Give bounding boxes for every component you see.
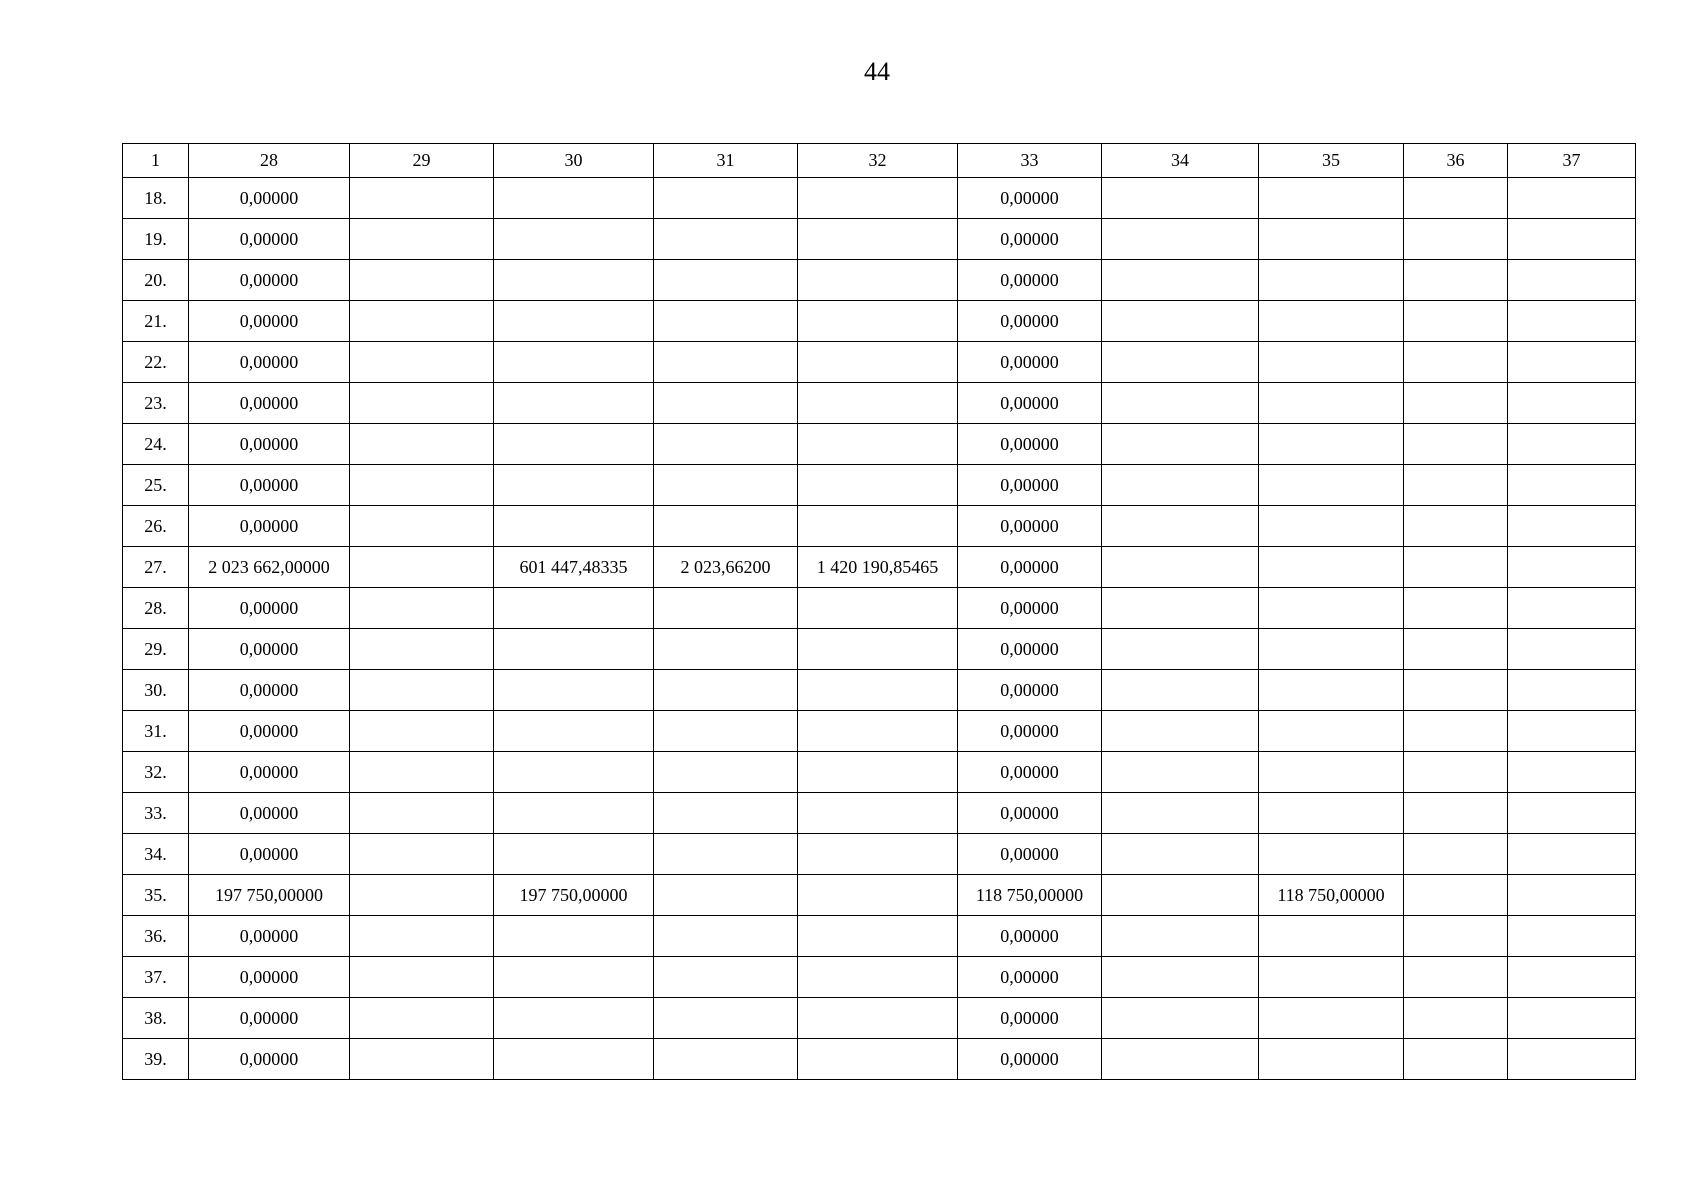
table-cell bbox=[1259, 383, 1404, 424]
table-cell bbox=[654, 424, 798, 465]
table-cell: 0,00000 bbox=[958, 547, 1102, 588]
table-cell bbox=[494, 383, 654, 424]
table-cell bbox=[654, 1039, 798, 1080]
table-row bbox=[123, 1039, 1636, 1080]
table-row bbox=[123, 957, 1636, 998]
table-cell: 601 447,48335 bbox=[494, 547, 654, 588]
table-cell: 2 023 662,00000 bbox=[189, 547, 350, 588]
table-cell bbox=[1508, 711, 1636, 752]
table-cell bbox=[798, 711, 958, 752]
table-cell bbox=[798, 465, 958, 506]
table-cell bbox=[1508, 875, 1636, 916]
table-cell: 0,00000 bbox=[958, 506, 1102, 547]
table-row bbox=[123, 506, 1636, 547]
table-cell bbox=[1259, 1039, 1404, 1080]
table-cell: 0,00000 bbox=[189, 957, 350, 998]
table-cell: 0,00000 bbox=[189, 424, 350, 465]
table-cell bbox=[1102, 465, 1259, 506]
table-row bbox=[123, 547, 1636, 588]
table-cell bbox=[494, 342, 654, 383]
table-cell bbox=[1259, 670, 1404, 711]
table-cell: 0,00000 bbox=[958, 752, 1102, 793]
table-cell bbox=[1259, 465, 1404, 506]
table-header bbox=[123, 144, 1636, 178]
table-cell bbox=[350, 178, 494, 219]
table-row bbox=[123, 998, 1636, 1039]
table-cell bbox=[654, 711, 798, 752]
table-cell bbox=[350, 957, 494, 998]
table-cell bbox=[1404, 588, 1508, 629]
table-cell bbox=[1404, 301, 1508, 342]
table-cell: 0,00000 bbox=[189, 588, 350, 629]
table-cell bbox=[494, 465, 654, 506]
table-row bbox=[123, 711, 1636, 752]
table-row bbox=[123, 752, 1636, 793]
table-cell bbox=[1102, 670, 1259, 711]
table-cell: 0,00000 bbox=[958, 916, 1102, 957]
row-number-cell: 20. bbox=[123, 260, 189, 301]
table-cell bbox=[1508, 629, 1636, 670]
column-header-9: 36 bbox=[1404, 144, 1508, 178]
data-table bbox=[122, 143, 1636, 1080]
row-number-cell: 28. bbox=[123, 588, 189, 629]
table-cell: 0,00000 bbox=[958, 834, 1102, 875]
table-cell bbox=[1404, 875, 1508, 916]
table-cell bbox=[494, 752, 654, 793]
table-cell: 0,00000 bbox=[189, 793, 350, 834]
header-row bbox=[123, 144, 1636, 178]
column-header-10: 37 bbox=[1508, 144, 1636, 178]
row-number-cell: 24. bbox=[123, 424, 189, 465]
table-row bbox=[123, 629, 1636, 670]
table-cell: 118 750,00000 bbox=[958, 875, 1102, 916]
row-number-cell: 36. bbox=[123, 916, 189, 957]
table-cell: 197 750,00000 bbox=[189, 875, 350, 916]
column-header-5: 32 bbox=[798, 144, 958, 178]
row-number-cell: 19. bbox=[123, 219, 189, 260]
table-cell bbox=[1102, 834, 1259, 875]
table-cell bbox=[798, 506, 958, 547]
table-row bbox=[123, 342, 1636, 383]
table-row bbox=[123, 260, 1636, 301]
table-row bbox=[123, 465, 1636, 506]
table-cell bbox=[798, 178, 958, 219]
table-cell bbox=[350, 916, 494, 957]
table-cell bbox=[798, 629, 958, 670]
table-cell bbox=[798, 588, 958, 629]
table-cell bbox=[494, 629, 654, 670]
row-number-cell: 35. bbox=[123, 875, 189, 916]
table-cell bbox=[654, 957, 798, 998]
table-row bbox=[123, 424, 1636, 465]
table-cell bbox=[1404, 547, 1508, 588]
table-cell bbox=[1404, 916, 1508, 957]
table-cell bbox=[1102, 342, 1259, 383]
table-row bbox=[123, 875, 1636, 916]
table-cell: 0,00000 bbox=[958, 998, 1102, 1039]
table-cell bbox=[350, 383, 494, 424]
table-row bbox=[123, 670, 1636, 711]
table-cell bbox=[494, 957, 654, 998]
table-cell bbox=[1404, 957, 1508, 998]
table-cell bbox=[1259, 629, 1404, 670]
table-cell bbox=[1404, 260, 1508, 301]
table-cell bbox=[350, 547, 494, 588]
table-cell bbox=[798, 670, 958, 711]
table-cell: 0,00000 bbox=[958, 1039, 1102, 1080]
table-cell bbox=[798, 752, 958, 793]
table-cell bbox=[1259, 752, 1404, 793]
table-cell bbox=[654, 998, 798, 1039]
table-cell bbox=[1404, 629, 1508, 670]
table-cell bbox=[1102, 547, 1259, 588]
table-cell bbox=[1404, 465, 1508, 506]
table-cell: 1 420 190,85465 bbox=[798, 547, 958, 588]
table-cell: 0,00000 bbox=[189, 670, 350, 711]
table-cell bbox=[1508, 178, 1636, 219]
column-header-4: 31 bbox=[654, 144, 798, 178]
row-number-cell: 34. bbox=[123, 834, 189, 875]
table-cell: 0,00000 bbox=[958, 301, 1102, 342]
table-cell bbox=[1102, 1039, 1259, 1080]
page-number: 44 bbox=[864, 57, 890, 86]
column-header-8: 35 bbox=[1259, 144, 1404, 178]
table-cell: 0,00000 bbox=[189, 629, 350, 670]
table-cell bbox=[654, 342, 798, 383]
table-cell: 0,00000 bbox=[958, 793, 1102, 834]
table-cell bbox=[654, 629, 798, 670]
table-body bbox=[123, 178, 1636, 1080]
table-row bbox=[123, 219, 1636, 260]
row-number-cell: 26. bbox=[123, 506, 189, 547]
table-cell bbox=[494, 506, 654, 547]
table-cell: 0,00000 bbox=[189, 711, 350, 752]
table-cell: 0,00000 bbox=[958, 957, 1102, 998]
table-cell bbox=[798, 916, 958, 957]
table-cell: 0,00000 bbox=[189, 260, 350, 301]
table-cell bbox=[1404, 506, 1508, 547]
table-cell bbox=[654, 834, 798, 875]
table-cell bbox=[1102, 424, 1259, 465]
table-cell bbox=[798, 834, 958, 875]
table-row bbox=[123, 916, 1636, 957]
table-cell bbox=[1259, 301, 1404, 342]
table-cell bbox=[798, 424, 958, 465]
table-cell: 0,00000 bbox=[189, 383, 350, 424]
table-cell bbox=[654, 793, 798, 834]
table-cell bbox=[1508, 506, 1636, 547]
table-cell bbox=[1259, 711, 1404, 752]
table-cell bbox=[798, 260, 958, 301]
table-cell bbox=[1102, 301, 1259, 342]
table-cell bbox=[798, 383, 958, 424]
table-cell bbox=[350, 301, 494, 342]
table-cell bbox=[1404, 178, 1508, 219]
table-cell bbox=[1259, 793, 1404, 834]
table-cell: 0,00000 bbox=[958, 342, 1102, 383]
table-cell bbox=[1102, 178, 1259, 219]
table-cell bbox=[1259, 957, 1404, 998]
column-header-3: 30 bbox=[494, 144, 654, 178]
table-cell: 0,00000 bbox=[189, 1039, 350, 1080]
table-cell bbox=[1102, 998, 1259, 1039]
table-cell bbox=[1508, 670, 1636, 711]
table-cell: 0,00000 bbox=[189, 506, 350, 547]
table-cell bbox=[1404, 711, 1508, 752]
table-cell bbox=[1102, 588, 1259, 629]
table-cell: 0,00000 bbox=[189, 465, 350, 506]
table-cell bbox=[1404, 834, 1508, 875]
table-cell bbox=[1508, 916, 1636, 957]
table-cell bbox=[1508, 998, 1636, 1039]
table-cell: 0,00000 bbox=[958, 465, 1102, 506]
table-cell: 0,00000 bbox=[189, 752, 350, 793]
table-cell: 0,00000 bbox=[958, 383, 1102, 424]
table-row bbox=[123, 793, 1636, 834]
table-cell bbox=[1404, 342, 1508, 383]
table-cell: 0,00000 bbox=[958, 424, 1102, 465]
table-row bbox=[123, 301, 1636, 342]
table-cell bbox=[1508, 588, 1636, 629]
row-number-cell: 29. bbox=[123, 629, 189, 670]
table-cell bbox=[1259, 424, 1404, 465]
table-row bbox=[123, 383, 1636, 424]
table-cell bbox=[1508, 260, 1636, 301]
table-cell bbox=[1102, 957, 1259, 998]
table-cell bbox=[654, 465, 798, 506]
table-cell bbox=[494, 178, 654, 219]
table-cell bbox=[1508, 752, 1636, 793]
row-number-cell: 31. bbox=[123, 711, 189, 752]
table-cell: 2 023,66200 bbox=[654, 547, 798, 588]
row-number-cell: 30. bbox=[123, 670, 189, 711]
table-cell bbox=[1508, 301, 1636, 342]
table-cell bbox=[494, 834, 654, 875]
table-cell bbox=[1508, 342, 1636, 383]
table-cell bbox=[1404, 670, 1508, 711]
table-cell bbox=[1259, 219, 1404, 260]
table-cell bbox=[494, 711, 654, 752]
table-cell: 0,00000 bbox=[958, 629, 1102, 670]
table-cell: 0,00000 bbox=[189, 301, 350, 342]
table-cell bbox=[798, 342, 958, 383]
table-cell: 0,00000 bbox=[958, 260, 1102, 301]
table-row bbox=[123, 178, 1636, 219]
table-cell bbox=[1404, 998, 1508, 1039]
table-cell bbox=[1259, 834, 1404, 875]
table-cell bbox=[1404, 793, 1508, 834]
table-cell bbox=[350, 219, 494, 260]
table-cell bbox=[350, 260, 494, 301]
table-cell bbox=[654, 752, 798, 793]
table-cell bbox=[350, 834, 494, 875]
table-cell bbox=[494, 301, 654, 342]
row-number-cell: 22. bbox=[123, 342, 189, 383]
table-cell: 0,00000 bbox=[958, 178, 1102, 219]
table-cell bbox=[350, 424, 494, 465]
table-cell: 0,00000 bbox=[189, 342, 350, 383]
table-cell bbox=[1102, 260, 1259, 301]
table-cell: 0,00000 bbox=[189, 998, 350, 1039]
table-cell bbox=[1508, 1039, 1636, 1080]
table-cell bbox=[350, 711, 494, 752]
table-cell bbox=[1508, 547, 1636, 588]
row-number-cell: 37. bbox=[123, 957, 189, 998]
table-cell bbox=[1102, 629, 1259, 670]
table-cell bbox=[1102, 752, 1259, 793]
table-cell bbox=[654, 260, 798, 301]
row-number-cell: 38. bbox=[123, 998, 189, 1039]
table-cell bbox=[1259, 998, 1404, 1039]
row-number-cell: 33. bbox=[123, 793, 189, 834]
column-header-0: 1 bbox=[123, 144, 189, 178]
table-cell bbox=[654, 670, 798, 711]
table-cell bbox=[1404, 1039, 1508, 1080]
table-cell bbox=[350, 342, 494, 383]
table-cell: 0,00000 bbox=[958, 588, 1102, 629]
table-cell bbox=[494, 1039, 654, 1080]
table-cell bbox=[1102, 916, 1259, 957]
table-cell bbox=[1508, 465, 1636, 506]
table-cell: 0,00000 bbox=[958, 711, 1102, 752]
table-cell bbox=[494, 916, 654, 957]
table-cell bbox=[654, 383, 798, 424]
table-cell bbox=[1102, 711, 1259, 752]
column-header-7: 34 bbox=[1102, 144, 1259, 178]
table-cell bbox=[1259, 588, 1404, 629]
table-cell bbox=[798, 1039, 958, 1080]
table-cell bbox=[1404, 424, 1508, 465]
table-row bbox=[123, 588, 1636, 629]
table-cell bbox=[350, 752, 494, 793]
table-cell bbox=[1508, 424, 1636, 465]
table-cell bbox=[654, 178, 798, 219]
table-cell bbox=[798, 875, 958, 916]
column-header-1: 28 bbox=[189, 144, 350, 178]
table-cell bbox=[1404, 219, 1508, 260]
table-cell bbox=[798, 998, 958, 1039]
table-cell bbox=[798, 793, 958, 834]
table-cell bbox=[494, 998, 654, 1039]
table-cell bbox=[1102, 506, 1259, 547]
table-cell bbox=[1404, 752, 1508, 793]
table-cell bbox=[494, 260, 654, 301]
table-cell bbox=[350, 506, 494, 547]
table-cell bbox=[1508, 834, 1636, 875]
table-cell bbox=[1259, 178, 1404, 219]
table-cell bbox=[654, 219, 798, 260]
row-number-cell: 25. bbox=[123, 465, 189, 506]
table-cell bbox=[350, 875, 494, 916]
table-cell bbox=[1404, 383, 1508, 424]
table-cell: 0,00000 bbox=[958, 670, 1102, 711]
table-cell bbox=[494, 219, 654, 260]
table-cell: 118 750,00000 bbox=[1259, 875, 1404, 916]
row-number-cell: 27. bbox=[123, 547, 189, 588]
table-cell bbox=[1259, 506, 1404, 547]
table-cell bbox=[654, 301, 798, 342]
column-header-2: 29 bbox=[350, 144, 494, 178]
table-cell: 0,00000 bbox=[189, 834, 350, 875]
column-header-6: 33 bbox=[958, 144, 1102, 178]
table-cell: 0,00000 bbox=[958, 219, 1102, 260]
table-cell bbox=[654, 506, 798, 547]
table-cell bbox=[494, 424, 654, 465]
table-cell bbox=[494, 670, 654, 711]
table-cell bbox=[1508, 793, 1636, 834]
row-number-cell: 23. bbox=[123, 383, 189, 424]
table-cell bbox=[350, 629, 494, 670]
row-number-cell: 18. bbox=[123, 178, 189, 219]
table-cell bbox=[798, 219, 958, 260]
table-cell bbox=[1102, 383, 1259, 424]
row-number-cell: 39. bbox=[123, 1039, 189, 1080]
table-cell bbox=[1259, 916, 1404, 957]
table-cell bbox=[1508, 957, 1636, 998]
table-row bbox=[123, 834, 1636, 875]
table-cell bbox=[1508, 383, 1636, 424]
table-cell bbox=[350, 588, 494, 629]
table-cell bbox=[1102, 875, 1259, 916]
table-cell bbox=[654, 916, 798, 957]
table-cell bbox=[494, 793, 654, 834]
table-cell: 0,00000 bbox=[189, 219, 350, 260]
table-cell bbox=[350, 793, 494, 834]
table-cell bbox=[350, 998, 494, 1039]
table-cell bbox=[350, 465, 494, 506]
table-cell bbox=[350, 1039, 494, 1080]
table-cell bbox=[1508, 219, 1636, 260]
table-cell bbox=[654, 875, 798, 916]
table-cell bbox=[1259, 342, 1404, 383]
table-cell: 0,00000 bbox=[189, 178, 350, 219]
row-number-cell: 32. bbox=[123, 752, 189, 793]
table-cell bbox=[798, 301, 958, 342]
table-cell bbox=[1102, 793, 1259, 834]
table-cell: 0,00000 bbox=[189, 916, 350, 957]
table-cell bbox=[494, 588, 654, 629]
table-cell: 197 750,00000 bbox=[494, 875, 654, 916]
table-cell bbox=[654, 588, 798, 629]
table-cell bbox=[1259, 260, 1404, 301]
table-cell bbox=[1102, 219, 1259, 260]
table-cell bbox=[1259, 547, 1404, 588]
table-cell bbox=[798, 957, 958, 998]
table-cell bbox=[350, 670, 494, 711]
row-number-cell: 21. bbox=[123, 301, 189, 342]
